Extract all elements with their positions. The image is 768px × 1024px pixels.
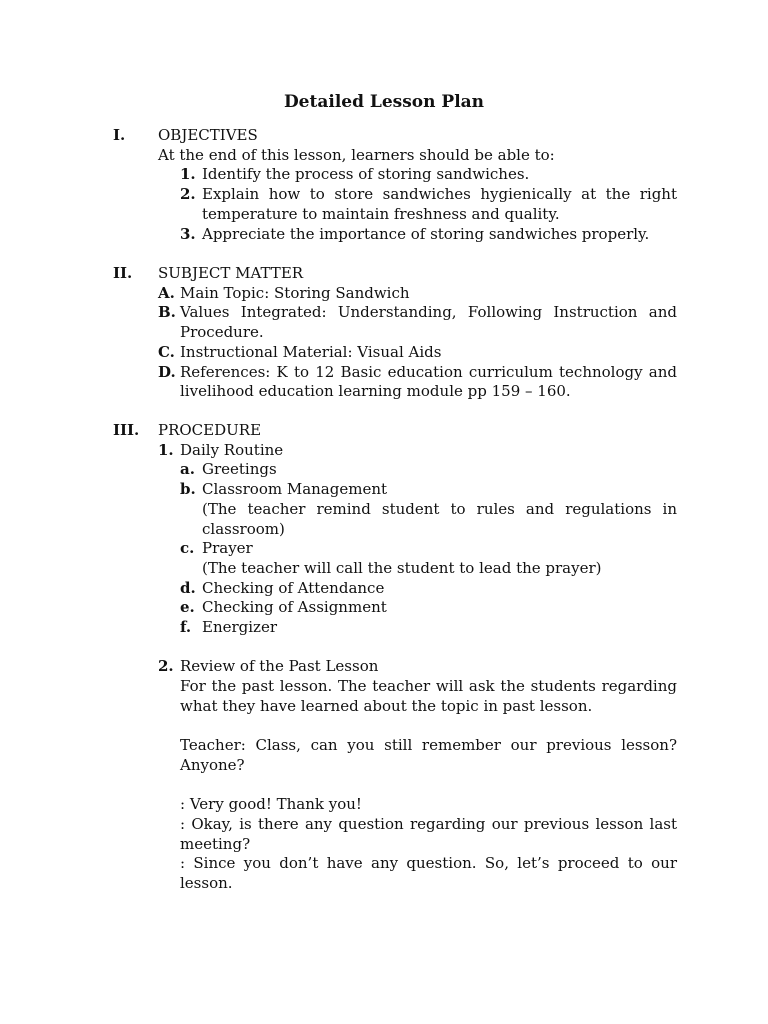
item-letter: C. <box>158 342 175 361</box>
section-subject-matter <box>113 264 683 402</box>
item-text: Instructional Material: Visual Aids <box>180 342 442 361</box>
objectives-intro: At the end of this lesson, learners should be able to: <box>158 145 555 164</box>
item-number: 2. <box>180 185 196 204</box>
step-number: 1. <box>158 440 174 459</box>
step-label: Review of the Past Lesson <box>180 657 379 676</box>
item-letter: D. <box>158 362 176 381</box>
item-text: Appreciate the importance of storing sandwiches properly. <box>202 224 650 243</box>
item-text: Main Topic: Storing Sandwich <box>180 283 410 302</box>
item-text: Greetings <box>202 460 277 479</box>
teacher-line: Teacher: Class, can you still remember our previous lesson? Anyone? <box>180 736 677 774</box>
item-text: Identify the process of storing sandwiches. <box>202 165 530 184</box>
item-letter: d. <box>180 578 196 597</box>
review-intro: For the past lesson. The teacher will ask the students regarding what they have learned about the topic in past lesson. <box>180 677 677 715</box>
list-item <box>158 343 677 363</box>
list-item <box>180 618 677 638</box>
item-number: 3. <box>180 224 196 243</box>
list-item <box>180 579 677 599</box>
list-item <box>180 185 677 224</box>
item-text: Explain how to store sandwiches hygienically at the right temperature to maintain freshness and quality. <box>202 185 677 223</box>
item-letter: a. <box>180 460 195 479</box>
response-line: : Okay, is there any question regarding our previous lesson last meeting? <box>180 815 677 853</box>
list-item <box>180 480 677 539</box>
item-letter: B. <box>158 303 176 322</box>
item-note: (The teacher will call the student to lead the prayer) <box>202 558 602 577</box>
section-heading: PROCEDURE <box>158 421 262 439</box>
section-numeral: III. <box>113 421 140 439</box>
list-item <box>180 598 677 618</box>
list-item <box>158 363 677 402</box>
step-number: 2. <box>158 657 174 676</box>
item-text: Energizer <box>202 618 278 637</box>
item-letter: c. <box>180 539 195 558</box>
item-letter: b. <box>180 480 196 499</box>
item-text: Classroom Management <box>202 480 388 499</box>
list-item <box>180 460 677 480</box>
item-text: Values Integrated: Understanding, Following Instruction and Procedure. <box>180 303 677 342</box>
list-item <box>180 165 677 185</box>
section-objectives <box>113 126 683 244</box>
list-item <box>180 225 677 245</box>
step-label: Daily Routine <box>180 440 284 459</box>
section-procedure <box>113 421 683 894</box>
list-item <box>158 284 677 304</box>
item-letter: e. <box>180 598 195 617</box>
response-line: : Very good! Thank you! <box>180 795 362 814</box>
item-text: Checking of Assignment <box>202 598 387 617</box>
list-item <box>158 303 677 342</box>
item-letter: f. <box>180 618 192 637</box>
item-text: Checking of Attendance <box>202 578 385 597</box>
procedure-step-daily-routine <box>158 441 677 638</box>
response-line: : Since you don’t have any question. So, let’s proceed to our lesson. <box>180 854 677 893</box>
list-item <box>180 539 677 578</box>
section-heading: OBJECTIVES <box>158 126 258 144</box>
procedure-step-review <box>158 657 677 893</box>
item-letter: A. <box>158 283 175 302</box>
page-title: Detailed Lesson Plan <box>283 92 485 112</box>
section-heading: SUBJECT MATTER <box>158 264 304 282</box>
section-numeral: I. <box>113 126 126 144</box>
item-text: Prayer <box>202 539 253 558</box>
item-number: 1. <box>180 165 196 184</box>
section-numeral: II. <box>113 264 133 282</box>
item-text: References: K to 12 Basic education curriculum technology and livelihood education learning module pp 159 – 160. <box>180 362 677 401</box>
item-note: (The teacher remind student to rules and regulations in classroom) <box>202 499 677 538</box>
